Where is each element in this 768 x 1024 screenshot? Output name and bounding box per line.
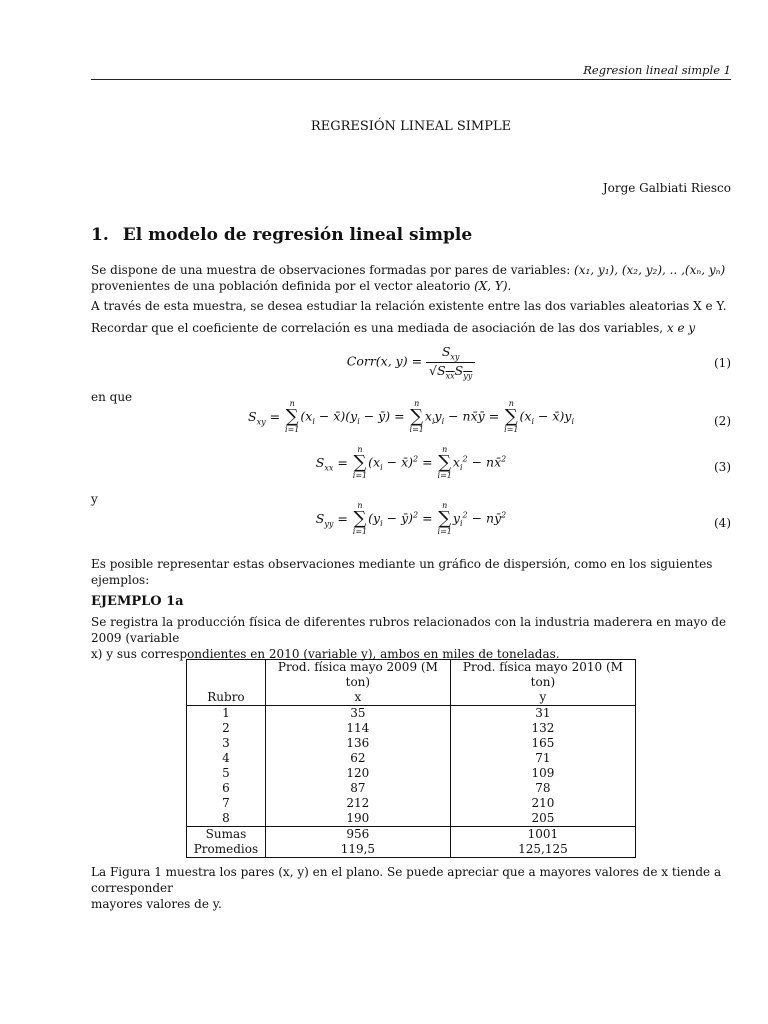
table-cell-y: 109 <box>450 766 635 781</box>
table-cell-y: 165 <box>450 736 635 751</box>
table-cell-x: 136 <box>265 736 450 751</box>
table-header-y-symbol: y <box>450 690 635 706</box>
intro-paragraph-1 <box>91 262 731 294</box>
table-cell-rubro: 3 <box>187 736 266 751</box>
sum-symbol: n ∑ i=1 <box>352 445 368 480</box>
table-cell-y: 1001 <box>450 827 635 843</box>
table-row <box>187 796 636 811</box>
table-header-x-symbol: x <box>265 690 450 706</box>
table-cell-x: 120 <box>265 766 450 781</box>
sum-symbol: n ∑ i=1 <box>437 501 452 536</box>
intro-text-3: Recordar que el coeficiente de correlación es una mediada de asociación de las dos variables, <box>91 321 667 335</box>
table-cell-x: 190 <box>265 811 450 827</box>
table-cell-rubro: Promedios <box>187 842 266 858</box>
table-cell-x: 62 <box>265 751 450 766</box>
scatter-paragraph: Es posible representar estas observaciones mediante un gráfico de dispersión, como en los siguientes ejemplos: <box>91 557 713 587</box>
equation-2 <box>91 400 731 444</box>
table-cell-x: 956 <box>265 827 450 843</box>
document-title: REGRESIÓN LINEAL SIMPLE <box>310 119 512 134</box>
example-heading: EJEMPLO 1a <box>91 594 184 609</box>
table-cell-x: 35 <box>265 706 450 722</box>
table-cell-rubro: 1 <box>187 706 266 722</box>
table-row-means <box>187 842 636 858</box>
intro-paragraph-3 <box>91 320 731 336</box>
table-header-y: Prod. física mayo 2010 (M ton) <box>450 660 635 691</box>
table-header-rubro: Rubro <box>187 690 266 706</box>
intro-vector: (X, Y). <box>474 279 512 293</box>
example-desc-line-2: x) y sus correspondientes en 2010 (variable y), ambos en miles de toneladas. <box>91 647 560 661</box>
author-name: Jorge Galbiati Riesco <box>602 181 731 195</box>
y-label: y <box>91 492 98 506</box>
table-cell-y: 205 <box>450 811 635 827</box>
intro-paragraph-2: A través de esta muestra, se desea estudiar la relación existente entre las dos variables aleatorias X e Y. <box>91 299 727 313</box>
table-row <box>187 766 636 781</box>
sum-symbol: n ∑ i=1 <box>437 445 452 480</box>
table-row-sums <box>187 827 636 843</box>
table-row <box>187 736 636 751</box>
equation-1-body <box>91 344 731 380</box>
running-head: Regresion lineal simple 1 <box>583 63 731 77</box>
equation-1 <box>91 344 731 384</box>
equation-1-lhs: Corr(x, y) = <box>346 353 423 369</box>
equation-4-body: $S_{yy}$ = n ∑ i=1 ($y_i$ − ȳ)$^2$ = n ∑ i=1 $y_i^2$ − $nȳ^2$ <box>315 501 507 536</box>
sum-symbol: n ∑ i=1 <box>504 399 519 434</box>
table-cell-rubro: 7 <box>187 796 266 811</box>
equation-1-denominator: $√S_{xx}S_{yy}$ <box>429 362 473 380</box>
table-cell-x: 87 <box>265 781 450 796</box>
equation-2-body: $S_{xy}$ = n ∑ i=1 ($x_i$ − $x̄)(y_i$ − ȳ) = n ∑ i=1 $x_iy_i$ − nx̄ȳ = n ∑ i=1 ($x_i$ − $x̄)y_i$ <box>247 399 574 434</box>
equation-3 <box>91 446 731 490</box>
sum-symbol: n ∑ i=1 <box>409 399 424 434</box>
intro-text: Se dispone de una muestra de observaciones formadas por pares de variables: <box>91 263 575 277</box>
equation-1-fraction <box>426 344 475 380</box>
table-cell-rubro: 5 <box>187 766 266 781</box>
table-cell-x: 119,5 <box>265 842 450 858</box>
table-cell-rubro: 6 <box>187 781 266 796</box>
table-row <box>187 706 636 722</box>
figure-text-line-1: La Figura 1 muestra los pares (x, y) en el plano. Se puede apreciar que a mayores valores de x tiende a corresponder <box>91 865 722 895</box>
table-cell-rubro: 4 <box>187 751 266 766</box>
equation-4 <box>91 502 731 546</box>
figure-paragraph <box>91 864 731 912</box>
table-row <box>187 781 636 796</box>
section-title: El modelo de regresión lineal simple <box>122 225 473 245</box>
table-cell-y: 31 <box>450 706 635 722</box>
equation-2-number: (2) <box>714 414 731 428</box>
section-number: 1. <box>91 225 109 245</box>
table-cell-rubro: 2 <box>187 721 266 736</box>
document-page <box>91 0 731 1024</box>
table-cell-y: 78 <box>450 781 635 796</box>
section-heading <box>91 225 472 245</box>
table-cell-rubro: 8 <box>187 811 266 827</box>
table-cell-x: 114 <box>265 721 450 736</box>
intro-pairs: (x₁, y₁), (x₂, y₂), .. ,(xₙ, yₙ) <box>574 263 726 277</box>
table-cell-x: 212 <box>265 796 450 811</box>
intro-text-2: provenientes de una población definida por el vector aleatorio <box>91 279 475 293</box>
table-cell-y: 71 <box>450 751 635 766</box>
table-cell-rubro: Sumas <box>187 827 266 843</box>
example-description <box>91 614 731 662</box>
table-header-x: Prod. física mayo 2009 (M ton) <box>265 660 450 691</box>
equation-3-lhs: $S_{xx}$ = <box>315 454 348 472</box>
en-que-label: en que <box>91 390 133 404</box>
table-header-cell <box>187 660 266 691</box>
equation-4-number: (4) <box>714 516 731 530</box>
table-cell-y: 132 <box>450 721 635 736</box>
equation-3-body: $S_{xx}$ = n ∑ i=1 ($x_i$ − x̄)$^2$ = n ∑ i=1 $x_i^2$ − nx̄$^2$ <box>315 445 507 480</box>
example-desc-line-1: Se registra la producción física de diferentes rubros relacionados con la industria maderera en mayo de 2009 (variable <box>91 615 727 645</box>
figure-text-line-2: mayores valores de y. <box>91 897 222 911</box>
equation-2-lhs: $S_{xy}$ = <box>247 408 281 426</box>
sum-symbol: n ∑ i=1 <box>285 399 300 434</box>
equation-3-number: (3) <box>714 460 731 474</box>
equation-4-lhs: $S_{yy}$ = <box>315 510 348 528</box>
equation-1-numerator: $S_{xy}$ <box>426 344 475 363</box>
table-row <box>187 751 636 766</box>
equation-1-number: (1) <box>714 356 731 370</box>
header-rule <box>91 79 731 80</box>
table-row <box>187 811 636 827</box>
intro-vars: x e y <box>666 321 696 335</box>
sum-symbol: n ∑ i=1 <box>352 501 368 536</box>
table-cell-y: 210 <box>450 796 635 811</box>
data-table <box>186 659 636 858</box>
table-row <box>187 721 636 736</box>
table-cell-y: 125,125 <box>450 842 635 858</box>
